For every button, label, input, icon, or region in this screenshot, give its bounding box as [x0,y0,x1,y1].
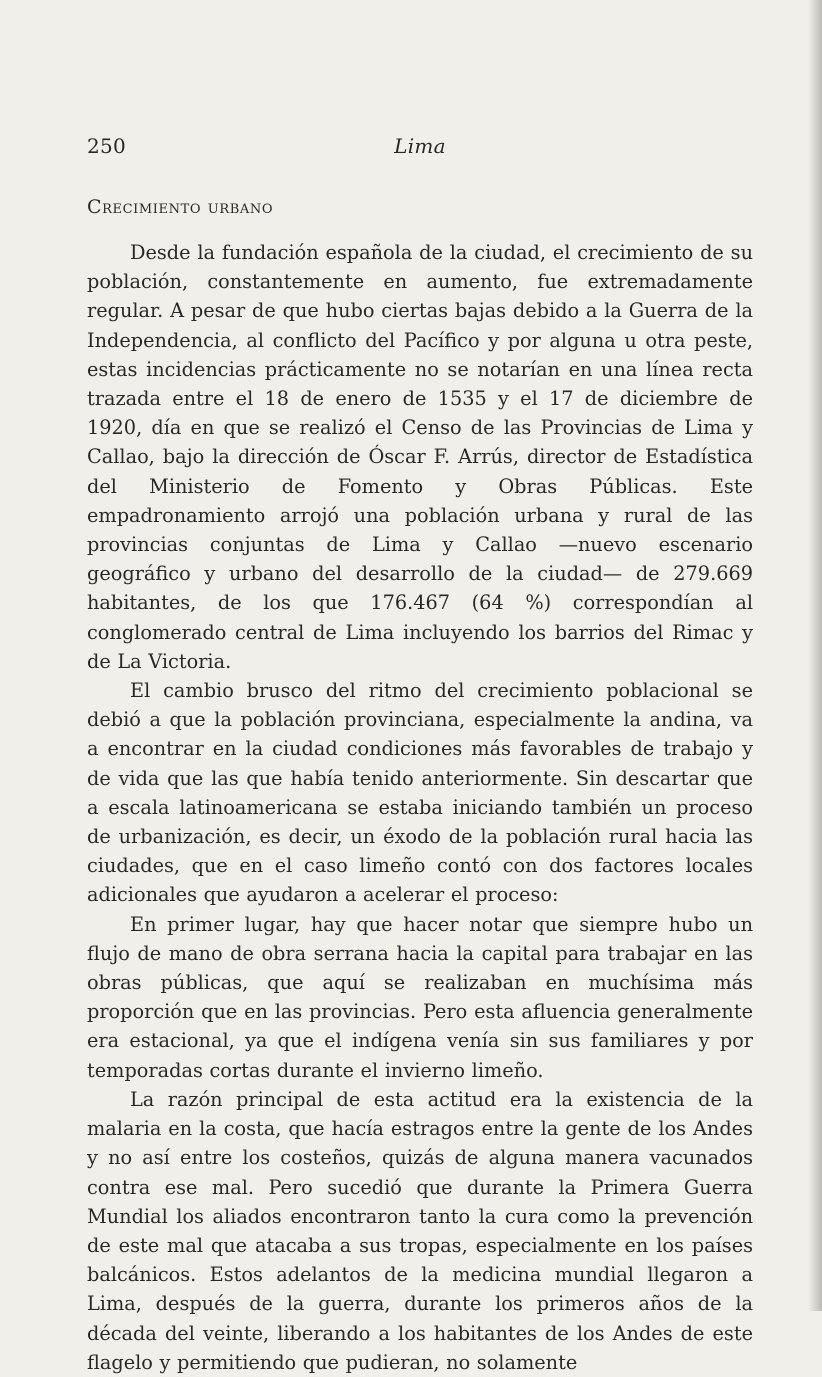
book-page [87,130,753,1377]
running-header [87,130,753,166]
running-title: Lima [394,134,446,158]
body-text [87,238,753,1377]
paragraph: El cambio brusco del ritmo del crecimiento poblacional se debió a que la población provinciana, especialmente la andina, va a encontrar en la ciudad condiciones más favorables de trabajo y de vida que las que había tenido anteriormente. Sin descartar que a escala latinoamericana se estaba iniciando también un proceso de urbanización, es decir, un éxodo de la población rural hacia las ciudades, que en el caso limeño contó con dos factores locales adicionales que ayudaron a acelerar el proceso: [87,679,753,907]
paragraph: La razón principal de esta actitud era la existencia de la malaria en la costa, que hacía estragos entre la gente de los Andes y no así entre los costeños, quizás de alguna manera vacunados contra ese mal. Pero sucedió que durante la Primera Guerra Mundial los aliados encontraron tanto la cura como la prevención de este mal que atacaba a sus tropas, especialmente en los países balcánicos. Estos adelantos de la medicina mundial llegaron a Lima, después de la guerra, durante los primeros años de la década del veinte, liberando a los habitantes de los Andes de este flagelo y permitiendo que pudieran, no solamente [87,1087,753,1374]
paragraph: En primer lugar, hay que hacer notar que siempre hubo un flujo de mano de obra serrana hacia la capital para trabajar en las obras públicas, que aquí se realizaban en muchísima más proporción que en las provincias. Pero esta afluencia generalmente era estacional, ya que el indígena venía sin sus familiares y por temporadas cortas durante el invierno limeño. [87,912,753,1082]
page-edge-shadow [808,0,822,1311]
paragraph: Desde la fundación española de la ciudad, el crecimiento de su población, constantemente en aumento, fue extremadamente regular. A pesar de que hubo ciertas bajas debido a la Guerra de la Independencia, al conflicto del Pacífico y por alguna u otra peste, estas incidencias prácticamente no se notarían en una línea recta trazada entre el 18 de enero de 1535 y el 17 de diciembre de 1920, día en que se realizó el Censo de las Provincias de Lima y Callao, bajo la dirección de Óscar F. Arrús, director de Estadística del Ministerio de Fomento y Obras Públicas. Este empadronamiento arrojó una población urbana y rural de las provincias conjuntas de Lima y Callao —nuevo escenario geográfico y urbano del desarrollo de la ciudad— de 279.669 habitantes, de los que 176.467 (64 %) correspondían al conglomerado central de Lima incluyendo los barrios del Rimac y de La Victoria. [87,241,753,673]
section-heading: Crecimiento urbano [87,196,274,218]
page-number: 250 [87,134,127,158]
